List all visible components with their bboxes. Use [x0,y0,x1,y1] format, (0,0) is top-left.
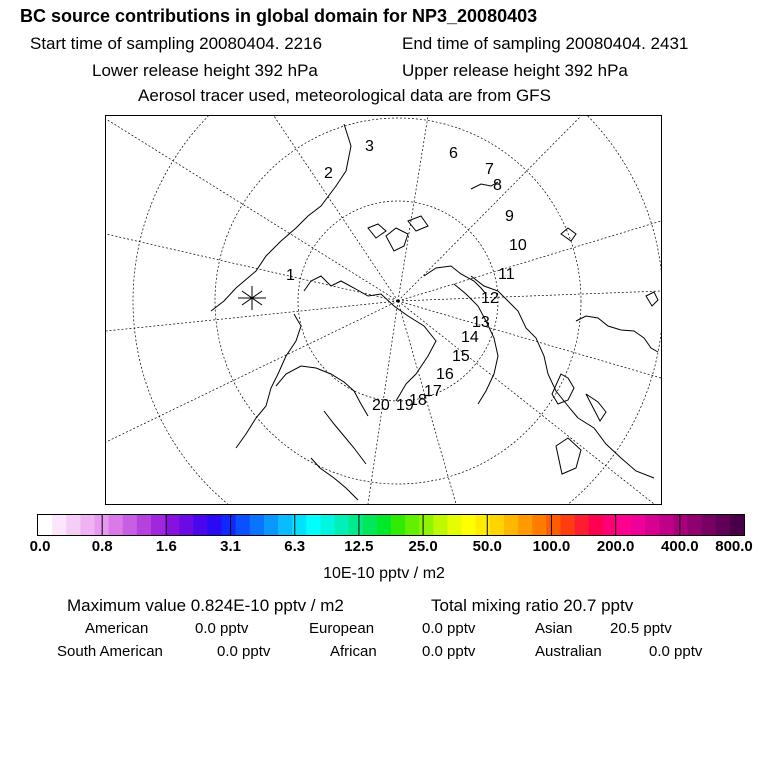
region-value-european: 0.0 pptv [422,620,476,637]
color-scale-units: 10E-10 pptv / m2 [323,565,445,582]
color-scale-tick-label: 6.3 [284,538,306,555]
source-marker [238,286,266,310]
color-swatch [123,515,138,535]
color-swatch [447,515,462,535]
color-swatch [716,515,731,535]
region-value-australian: 0.0 pptv [649,643,703,660]
end-time: End time of sampling 20080404. 2431 [402,34,689,53]
color-swatch [165,515,180,535]
region-label-south-american: South American [57,643,163,660]
color-scale-tick-label: 200.0 [596,538,635,555]
color-swatch [320,515,335,535]
color-swatch [575,515,590,535]
trajectory-label-16: 16 [436,366,454,383]
trajectory-label-8: 8 [493,177,502,194]
color-swatch [363,515,378,535]
trajectory-label-20: 20 [372,397,390,414]
color-swatch [278,515,293,535]
color-swatch [560,515,575,535]
region-value-american: 0.0 pptv [195,620,249,637]
region-value-asian: 20.5 pptv [610,620,672,637]
color-swatch [109,515,124,535]
trajectory-label-1: 1 [286,267,295,284]
trajectory-label-10: 10 [509,237,527,254]
meridians [106,116,661,504]
color-swatch [236,515,251,535]
trajectory-label-14: 14 [461,329,479,346]
color-swatch [504,515,519,535]
lower-release-height: Lower release height 392 hPa [92,61,318,80]
trajectory-labels [286,138,527,414]
color-swatch [405,515,420,535]
coastlines [211,124,658,500]
trajectory-label-3: 3 [365,138,374,155]
color-swatch [38,515,53,535]
color-swatch [349,515,364,535]
data-source-note: Aerosol tracer used, meteorological data are from GFS [138,86,551,105]
color-swatch [462,515,477,535]
region-label-asian: Asian [535,620,573,637]
color-swatch [433,515,448,535]
trajectory-label-9: 9 [505,208,514,225]
color-swatch [589,515,604,535]
trajectory-label-13: 13 [472,314,490,331]
color-swatch [377,515,392,535]
region-value-african: 0.0 pptv [422,643,476,660]
color-swatch [222,515,237,535]
region-label-european: European [309,620,375,637]
color-scale-tick-label: 0.0 [29,538,51,555]
trajectory-label-17: 17 [424,383,442,400]
color-scale-bar [37,514,745,536]
trajectory-label-7: 7 [485,161,494,178]
map-canvas [106,116,661,504]
color-scale-tick-label: 1.6 [155,538,177,555]
color-swatch [66,515,81,535]
color-swatch [730,515,744,535]
upper-release-height: Upper release height 392 hPa [402,61,628,80]
color-swatch [193,515,208,535]
region-label-australian: Australian [535,643,602,660]
color-swatch [52,515,67,535]
color-scale-swatches [38,515,744,535]
region-value-south-american: 0.0 pptv [217,643,271,660]
maximum-value: Maximum value 0.824E-10 pptv / m2 [67,596,344,615]
start-time: Start time of sampling 20080404. 2216 [30,34,323,53]
region-label-american: American [85,620,149,637]
trajectory-label-19: 19 [396,397,414,414]
color-swatch [673,515,688,535]
color-scale-tick-label: 100.0 [532,538,571,555]
color-swatch [179,515,194,535]
color-swatch [80,515,95,535]
color-scale-tick-label: 800.0 [715,538,753,555]
color-swatch [419,515,434,535]
color-scale-tick-label: 3.1 [220,538,241,555]
color-swatch [151,515,166,535]
trajectory-label-12: 12 [481,290,499,307]
color-swatch [659,515,674,535]
total-mixing-ratio: Total mixing ratio 20.7 pptv [431,596,634,615]
trajectory-label-6: 6 [449,145,458,162]
color-swatch [250,515,265,535]
color-swatch [490,515,505,535]
graticule [106,116,661,504]
color-scale-tick-label: 50.0 [472,538,502,555]
color-swatch [631,515,646,535]
color-scale-tick-label: 25.0 [408,538,438,555]
color-swatch [546,515,561,535]
trajectory-label-15: 15 [452,348,470,365]
region-label-african: African [330,643,377,660]
color-swatch [476,515,491,535]
color-swatch [645,515,660,535]
color-swatch [532,515,547,535]
color-swatch [264,515,279,535]
color-swatch [391,515,406,535]
color-swatch [688,515,703,535]
trajectory-label-11: 11 [498,266,515,283]
color-scale-tick-label: 400.0 [661,538,699,555]
color-swatch [207,515,222,535]
color-swatch [306,515,321,535]
color-swatch [137,515,152,535]
color-swatch [335,515,350,535]
polar-map [105,115,662,505]
color-swatch [518,515,533,535]
color-scale-tick-label: 0.8 [91,538,113,555]
trajectory-label-2: 2 [324,165,333,182]
trajectory-label-18: 18 [409,392,427,409]
plot-title: BC source contributions in global domain for NP3_20080403 [20,6,538,26]
color-scale-tick-label: 12.5 [344,538,374,555]
color-swatch [617,515,632,535]
color-swatch [702,515,717,535]
